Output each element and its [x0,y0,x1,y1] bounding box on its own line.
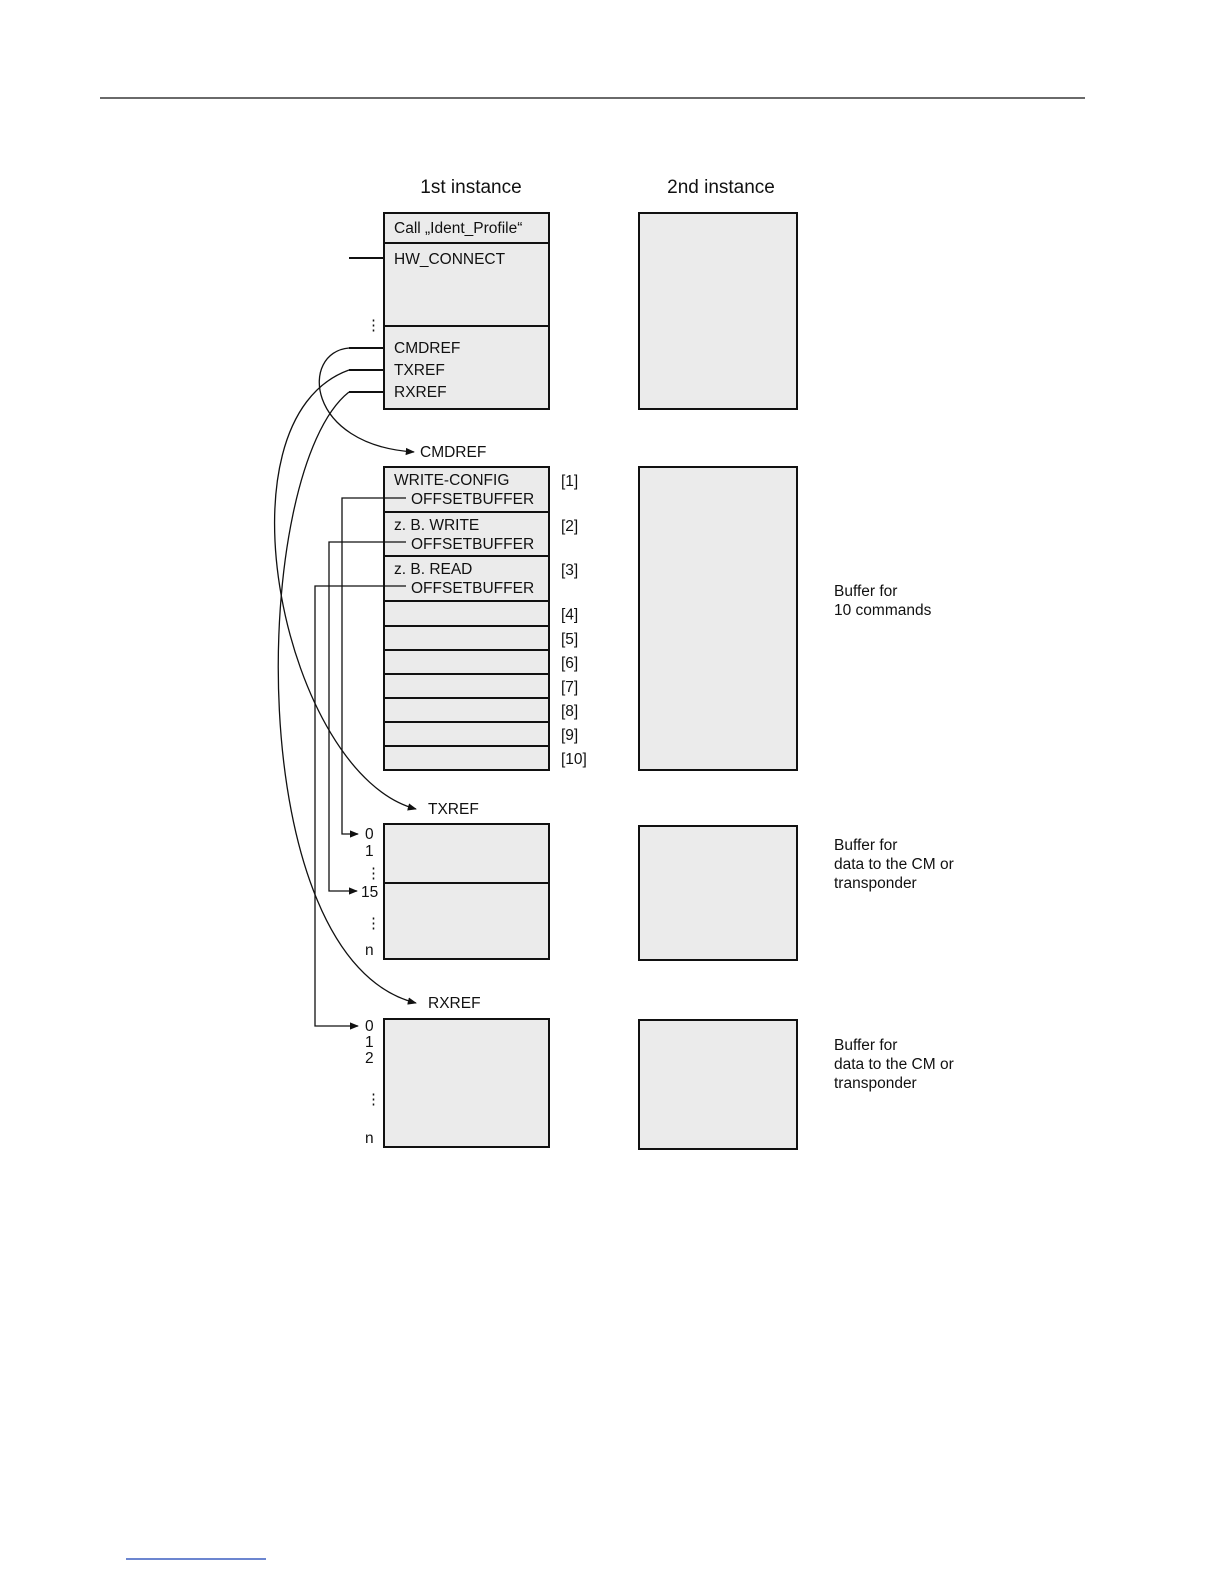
rx-index-n: n [365,1130,374,1147]
cmd-row-index: [5] [561,631,579,648]
tx-buffer [384,824,549,959]
cmd-row-index: [2] [561,518,579,535]
tx-note-line-3: transponder [834,875,917,892]
cmd-row-index: [10] [561,751,587,768]
rx-index-1: 1 [365,1034,374,1051]
cmd-row-offsetbuffer: OFFSETBUFFER [411,491,535,508]
rx-note-line-2: data to the CM or [834,1056,954,1073]
call-block [384,213,549,409]
txref-heading: TXREF [428,801,479,818]
tx-index-dots-1: ⋮ [366,865,381,882]
tx-index-15: 15 [361,884,379,901]
call-title: Call „Ident_Profile“ [394,220,523,237]
cmd-row-index: [7] [561,679,579,696]
tx-index-n: n [365,942,374,959]
rx-note-line-3: transponder [834,1075,917,1092]
first-instance-heading: 1st instance [420,177,522,198]
cmdref-param-label: CMDREF [394,340,461,357]
rx-index-dots: ⋮ [366,1091,381,1108]
cmdref-heading: CMDREF [420,444,487,461]
cmd-row-command: WRITE-CONFIG [394,472,510,489]
tx-note-line-1: Buffer for [834,837,898,854]
cmd-row-index: [6] [561,655,579,672]
cmd-row-index: [4] [561,606,579,624]
cmd-row-command: z. B. READ [394,561,473,578]
tx-index-0: 0 [365,826,374,843]
rx-index-0: 0 [365,1018,374,1035]
cmd-row-index: [1] [561,473,579,490]
rx-index-2: 2 [365,1050,374,1067]
rxref-param-label: RXREF [394,384,447,401]
second-instance-heading: 2nd instance [667,177,775,198]
cmd-row-index: [3] [561,562,579,579]
cmd-buffer [384,467,587,770]
call-params-ellipsis: ⋮ [366,317,381,334]
tx-index-1: 1 [365,843,374,860]
txref-param-label: TXREF [394,362,445,379]
cmd-row-command: z. B. WRITE [394,517,480,534]
rx-buffer [384,1019,549,1147]
cmd-row-index: [8] [561,703,579,720]
cmd-row-index: [9] [561,727,579,744]
second-instance-call-block [639,213,797,409]
second-instance-rx-buffer [639,1020,797,1149]
cmd-row-offsetbuffer: OFFSETBUFFER [411,536,535,553]
rx-note-line-1: Buffer for [834,1037,898,1054]
rxref-heading: RXREF [428,995,481,1012]
cmd-note-line-2: 10 commands [834,602,932,619]
tx-note-line-2: data to the CM or [834,856,954,873]
hw-connect-label: HW_CONNECT [394,251,506,268]
second-instance-tx-buffer [639,826,797,960]
second-instance-cmd-buffer [639,467,797,770]
tx-index-dots-2: ⋮ [366,915,381,932]
cmd-row-offsetbuffer: OFFSETBUFFER [411,580,535,597]
cmd-note-line-1: Buffer for [834,583,898,600]
